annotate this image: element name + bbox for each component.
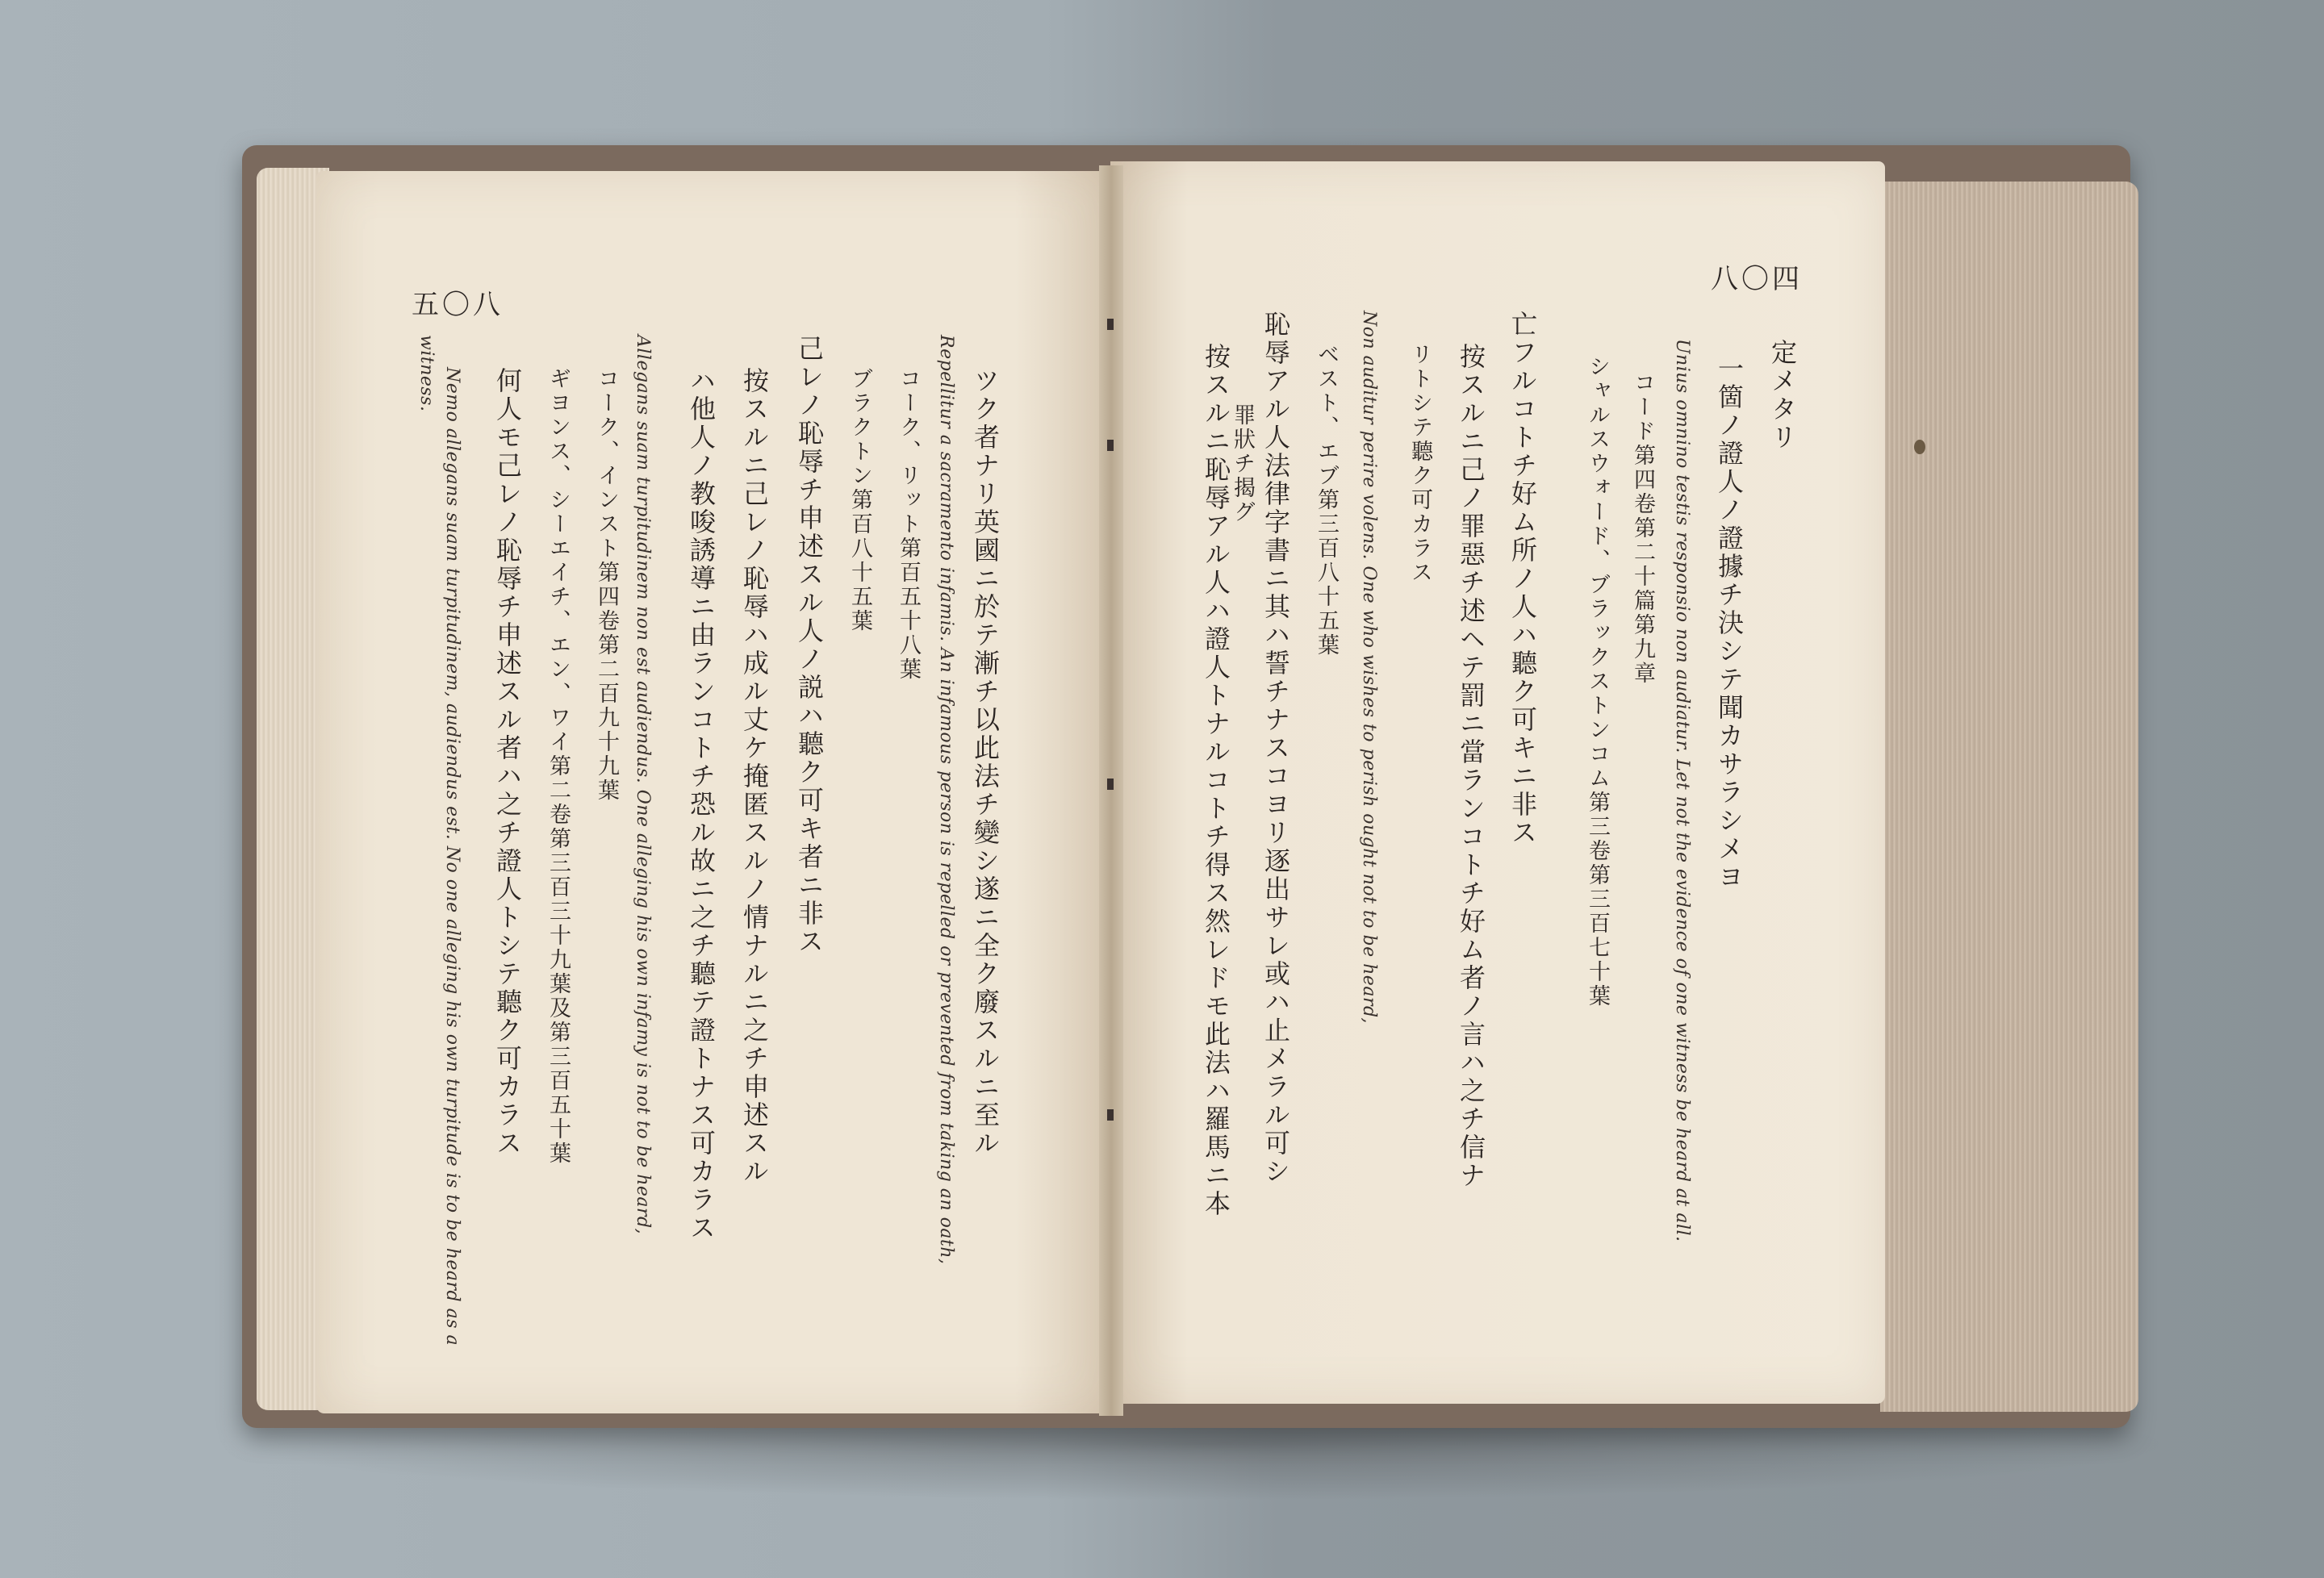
right-col-11: 恥辱アル人法律字書ニ其ハ誓チナスコヨリ逐出サレ或ハ止メラル可シ (1260, 311, 1291, 1186)
right-col-2: 一箇ノ證人ノ證據チ決シテ聞カサラシメヨ (1714, 355, 1745, 891)
left-col-8-latin: Allegans suam turpitudinem non est audiendus. One alleging his own infamy is not to be heard, (633, 335, 653, 1235)
binding-stitch (1107, 779, 1114, 790)
left-col-6: 按スルニ己レノ恥辱ハ成ル丈ケ掩匿スルノ情ナルニ之チ申述スル (739, 367, 770, 1186)
right-col-13: 按スルニ恥辱アル人ハ證人トナルコトチ得ス然レドモ此法ハ羅馬ニ本 (1201, 343, 1231, 1218)
left-col-4: ブラクトン第百八十五葉 (847, 367, 872, 633)
left-col-10: ギヨンス、シーエイチ、エン、ワイ第二卷第三百三十九葉及第三百五十葉 (545, 367, 571, 1166)
page-block-right (1880, 182, 2138, 1412)
right-col-1: 定メタリ (1767, 339, 1798, 452)
right-col-5: シャルスウォード、ブラックストンコム第三卷第三百七十葉 (1585, 355, 1610, 1008)
binding-stitch (1107, 440, 1114, 451)
left-col-2-latin: Repellitur a sacramento infamis. An infamous person is repelled or prevented from taking an oath, (936, 335, 956, 1265)
left-col-13-latin: witness. (416, 335, 437, 412)
binding-stitch (1107, 319, 1114, 330)
right-col-9-latin: Non auditur perire volens. One who wishes to perish ought not to be heard, (1359, 311, 1379, 1025)
binding-stitch (1107, 1109, 1114, 1121)
left-col-1: ツク者ナリ英國ニ於テ漸チ以此法チ變シ遂ニ全ク廢スルニ至ル (970, 367, 1001, 1158)
left-col-5: 己レノ恥辱チ申述スル人ノ説ハ聽ク可キ者ニ非ス (794, 335, 825, 956)
right-col-4: コード第四卷第二十篇第九章 (1630, 371, 1655, 686)
right-col-8: リトシテ聽ク可カラス (1407, 343, 1432, 585)
right-col-12: 罪狀チ揭グ (1230, 403, 1255, 524)
left-page-number: 五〇八 (412, 289, 504, 321)
book-gutter (1099, 165, 1123, 1416)
right-col-3-latin: Unius omnino testis responsio non audiatur. Let not the evidence of one witness be heard at all. (1672, 339, 1692, 1242)
left-col-7: ハ他人ノ教唆誘導ニ由ランコトチ恐ル故ニ之チ聽テ證トナス可カラス (686, 367, 717, 1242)
left-col-3: コーク、リット第百五十八葉 (896, 367, 921, 682)
left-col-9: コーク、インスト第四卷第二百九十九葉 (594, 367, 619, 803)
right-col-7: 按スルニ己ノ罪惡チ述ヘテ罰ニ當ランコトチ好ム者ノ言ハ之チ信ナ (1456, 343, 1486, 1190)
left-col-12-latin: Nemo allegans suam turpitudinem, audiendus est. No one alleging his own turpitude is to be heard as a (442, 367, 462, 1346)
paper-stain (1914, 440, 1925, 454)
left-col-11: 何人モ己レノ恥辱チ申述スル者ハ之チ證人トシテ聽ク可カラス (492, 367, 523, 1158)
right-col-10: ベスト、エブ第三百八十五葉 (1314, 343, 1339, 658)
right-col-6: 亡フルコトチ好ム所ノ人ハ聽ク可キニ非ス (1507, 311, 1538, 847)
right-page-number: 八〇四 (1711, 263, 1803, 295)
